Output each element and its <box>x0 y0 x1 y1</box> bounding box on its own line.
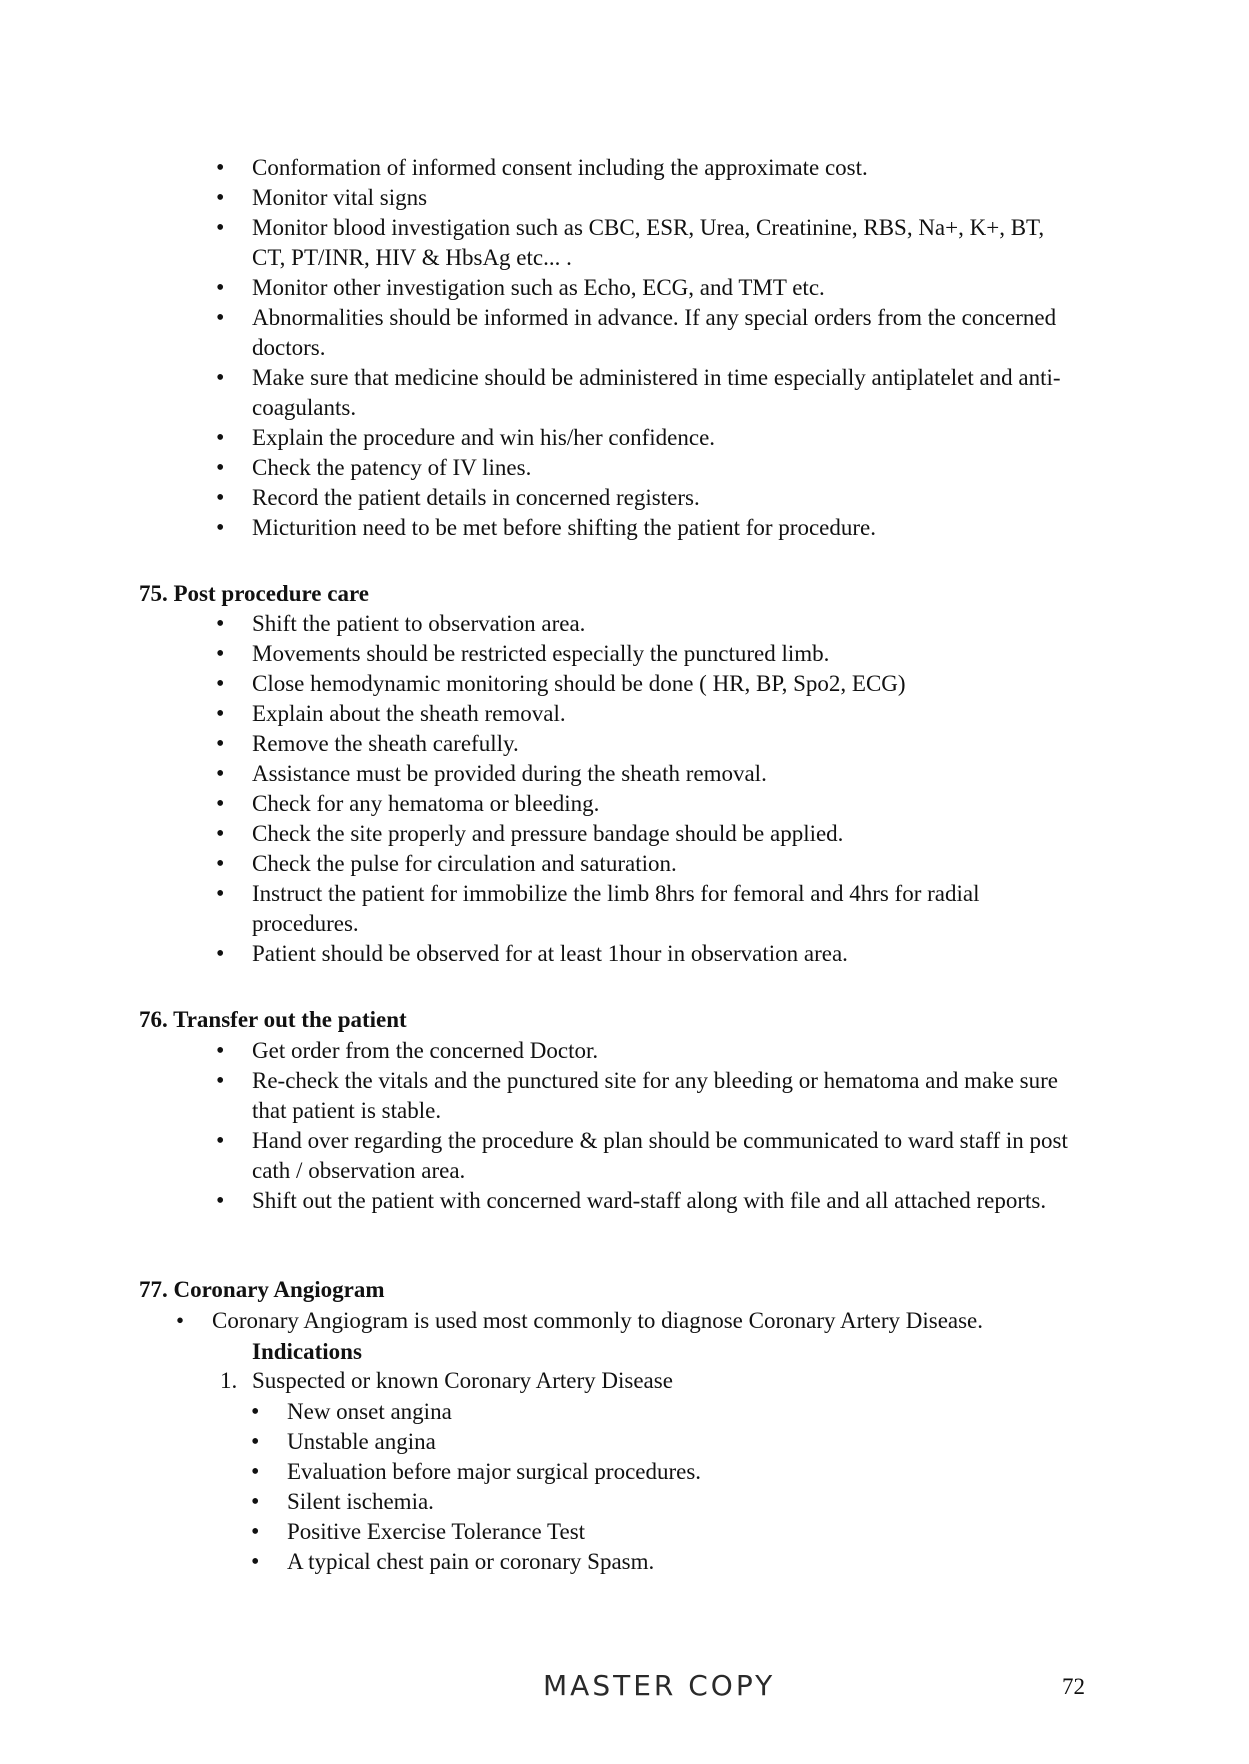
list-item: • Shift out the patient with concerned ward-staff along with file and all attached reports. <box>252 1186 1082 1216</box>
list-item: • Instruct the patient for immobilize the limb 8hrs for femoral and 4hrs for radial procedures. <box>252 879 1082 939</box>
list-item: • Shift the patient to observation area. <box>252 609 1082 639</box>
list-item: • Positive Exercise Tolerance Test <box>287 1517 1047 1547</box>
list-item: • Monitor other investigation such as Echo, ECG, and TMT etc. <box>252 273 1082 303</box>
list-item: • Make sure that medicine should be administered in time especially antiplatelet and anti-coagulants. <box>252 363 1082 423</box>
list-item: • Assistance must be provided during the sheath removal. <box>252 759 1082 789</box>
list-item: • Check for any hematoma or bleeding. <box>252 789 1082 819</box>
list-item: • A typical chest pain or coronary Spasm. <box>287 1547 1047 1577</box>
list-item: • Monitor blood investigation such as CBC, ESR, Urea, Creatinine, RBS, Na+, K+, BT, CT, PT/INR, HIV & HbsAg etc... . <box>252 213 1082 273</box>
master-copy-stamp: MASTER COPY <box>543 1669 776 1702</box>
list-item: • Check the patency of IV lines. <box>252 453 1082 483</box>
list-item: • Hand over regarding the procedure & plan should be communicated to ward staff in post cath / observation area. <box>252 1126 1082 1186</box>
list-item: • Close hemodynamic monitoring should be done ( HR, BP, Spo2, ECG) <box>252 669 1082 699</box>
intro-text: Coronary Angiogram is used most commonly to diagnose Coronary Artery Disease. <box>212 1308 984 1333</box>
list-item: • Movements should be restricted especially the punctured limb. <box>252 639 1082 669</box>
list-item: • Record the patient details in concerned registers. <box>252 483 1082 513</box>
item-number: 1. <box>220 1368 238 1393</box>
list-item: • Abnormalities should be informed in advance. If any special orders from the concerned doctors. <box>252 303 1082 363</box>
list-item: • Check the site properly and pressure bandage should be applied. <box>252 819 1082 849</box>
list-item: • Explain about the sheath removal. <box>252 699 1082 729</box>
bullet-icon: • <box>176 1308 185 1333</box>
list-item: • Re-check the vitals and the punctured site for any bleeding or hematoma and make sure that patient is stable. <box>252 1066 1082 1126</box>
list-item: • Check the pulse for circulation and saturation. <box>252 849 1082 879</box>
indications-heading: Indications <box>252 1339 362 1364</box>
list-item: • Explain the procedure and win his/her confidence. <box>252 423 1082 453</box>
page-number: 72 <box>1062 1674 1085 1699</box>
numbered-item <box>220 1366 673 1396</box>
list-item: • Silent ischemia. <box>287 1487 1047 1517</box>
list-item: • Micturition need to be met before shifting the patient for procedure. <box>252 513 1082 543</box>
list-item: • Patient should be observed for at least 1hour in observation area. <box>252 939 1082 969</box>
list-item: • Unstable angina <box>287 1427 1047 1457</box>
numbered-item-text: Suspected or known Coronary Artery Disease <box>252 1368 673 1393</box>
pre-procedure-list <box>252 153 1082 543</box>
transfer-out-list <box>252 1036 1082 1216</box>
coronary-angiogram-intro <box>176 1306 1112 1336</box>
post-procedure-list <box>252 609 1082 969</box>
list-item: • Evaluation before major surgical procedures. <box>287 1457 1047 1487</box>
list-item: • New onset angina <box>287 1397 1047 1427</box>
list-item: • Get order from the concerned Doctor. <box>252 1036 1082 1066</box>
list-item: • Monitor vital signs <box>252 183 1082 213</box>
list-item: • Remove the sheath carefully. <box>252 729 1082 759</box>
section-heading-transfer-out: 76. Transfer out the patient <box>139 1007 407 1032</box>
indications-list <box>287 1397 1047 1577</box>
section-heading-post-procedure-care: 75. Post procedure care <box>139 581 369 606</box>
section-heading-coronary-angiogram: 77. Coronary Angiogram <box>139 1277 385 1302</box>
list-item: • Conformation of informed consent including the approximate cost. <box>252 153 1082 183</box>
